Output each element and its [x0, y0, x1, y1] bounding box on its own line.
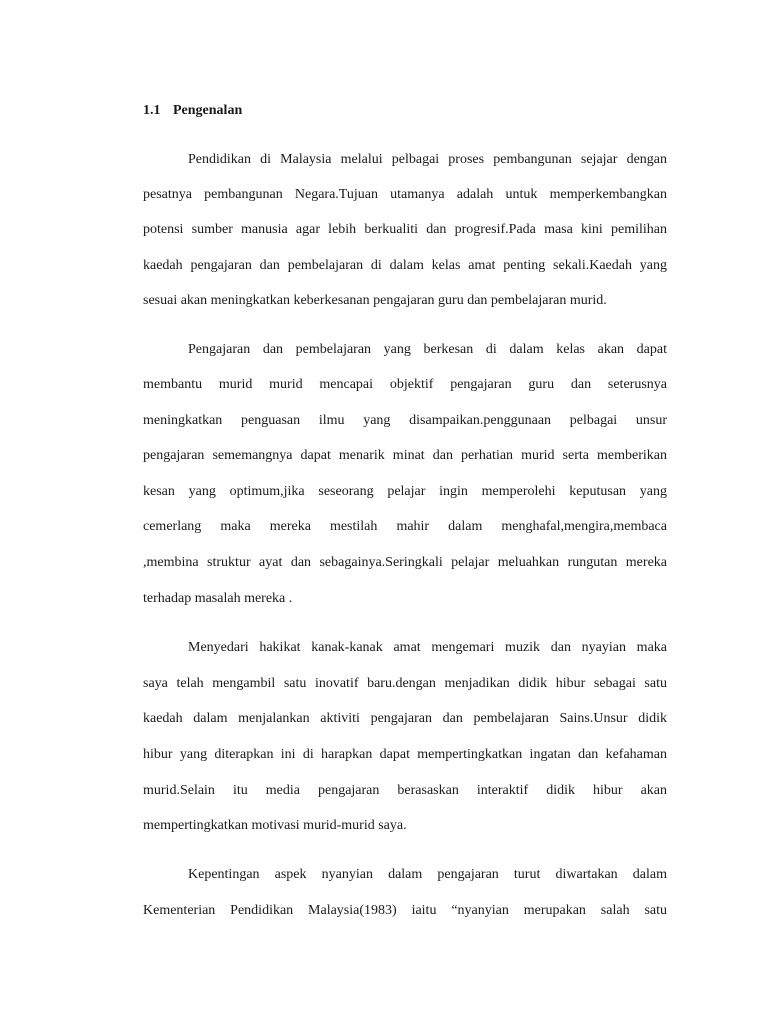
paragraph-2-line-5: kesan yang optimum,jika seseorang pelajar ingin memperolehi keputusan yang [143, 484, 667, 499]
paragraph-2-line-6: cemerlang maka mereka mestilah mahir dalam menghafal,mengira,membaca [143, 519, 667, 534]
paragraph-3-line-4: hibur yang diterapkan ini di harapkan dapat mempertingkatkan ingatan dan kefahaman [143, 747, 667, 762]
paragraph-3-line-5: murid.Selain itu media pengajaran berasaskan interaktif didik hibur akan [143, 783, 667, 798]
paragraph-3-line-1: Menyedari hakikat kanak-kanak amat mengemari muzik dan nyayian maka [188, 640, 667, 655]
paragraph-3-line-6: mempertingkatkan motivasi murid-murid saya. [143, 818, 407, 833]
paragraph-1-line-4: kaedah pengajaran dan pembelajaran di dalam kelas amat penting sekali.Kaedah yang [143, 258, 667, 273]
paragraph-2-line-7: ,membina struktur ayat dan sebagainya.Seringkali pelajar meluahkan rungutan mereka [143, 555, 667, 570]
paragraph-2-line-2: membantu murid murid mencapai objektif pengajaran guru dan seterusnya [143, 377, 667, 392]
paragraph-1-line-2: pesatnya pembangunan Negara.Tujuan utamanya adalah untuk memperkembangkan [143, 187, 667, 202]
paragraph-1-line-3: potensi sumber manusia agar lebih berkualiti dan progresif.Pada masa kini pemilihan [143, 222, 667, 237]
paragraph-2-line-3: meningkatkan penguasan ilmu yang disampaikan.penggunaan pelbagai unsur [143, 413, 667, 428]
paragraph-4-line-1: Kepentingan aspek nyanyian dalam pengajaran turut diwartakan dalam [188, 867, 667, 882]
paragraph-1-line-1: Pendidikan di Malaysia melalui pelbagai proses pembangunan sejajar dengan [188, 152, 667, 167]
paragraph-1-line-5: sesuai akan meningkatkan keberkesanan pengajaran guru dan pembelajaran murid. [143, 293, 607, 308]
section-number: 1.1 [143, 103, 161, 118]
paragraph-3-line-2: saya telah mengambil satu inovatif baru.dengan menjadikan didik hibur sebagai satu [143, 676, 667, 691]
section-title: Pengenalan [173, 103, 243, 118]
paragraph-2-line-4: pengajaran sememangnya dapat menarik minat dan perhatian murid serta memberikan [143, 448, 667, 463]
paragraph-4-line-2: Kementerian Pendidikan Malaysia(1983) iaitu “nyanyian merupakan salah satu [143, 903, 667, 918]
paragraph-2-line-8: terhadap masalah mereka . [143, 591, 293, 606]
paragraph-3-line-3: kaedah dalam menjalankan aktiviti pengajaran dan pembelajaran Sains.Unsur didik [143, 711, 667, 726]
section-heading [143, 101, 242, 121]
paragraph-2-line-1: Pengajaran dan pembelajaran yang berkesan di dalam kelas akan dapat [188, 342, 667, 357]
